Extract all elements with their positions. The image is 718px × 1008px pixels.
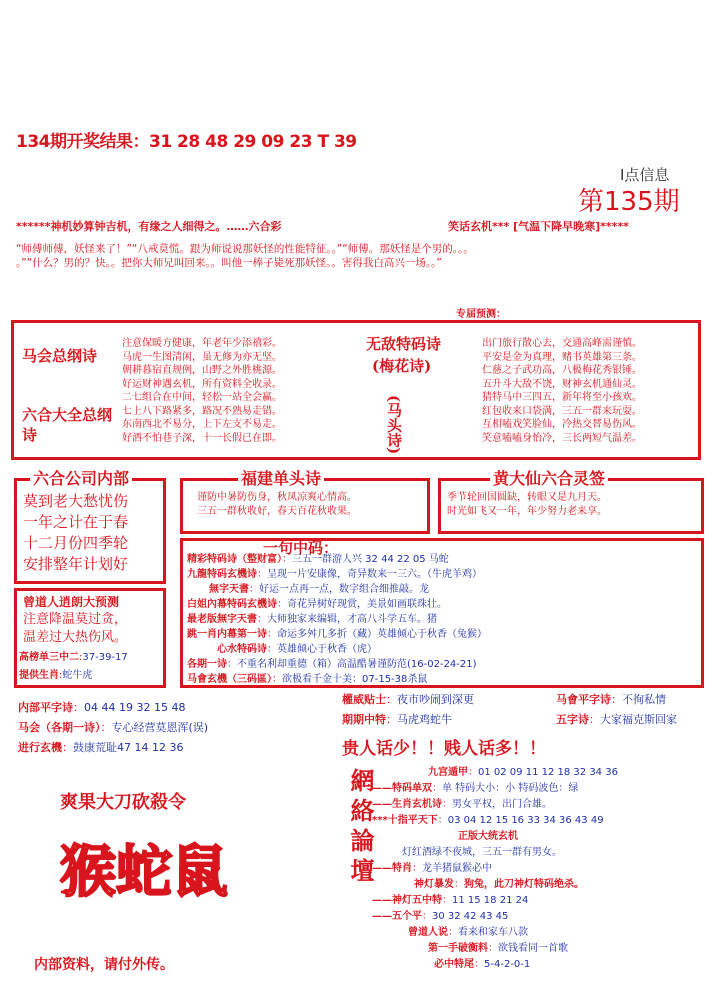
mid-row: 九龍特码玄機诗：呈现一片安康像，奇异数来一三六。（牛虎羊鸡） — [187, 569, 482, 580]
mid-row: 马會玄機（三码區）：欲极看千金十美：07-15-38杀鼠 — [187, 674, 428, 685]
guest-provider-label: 提供生肖 — [19, 670, 59, 681]
blade-title: 爽果大刀砍殺令 — [60, 792, 186, 813]
poem-line: 好酒不怕巷子深，十一长假已在即。 — [122, 432, 282, 444]
forum-row: 灯红酒绿不夜城，三五一群有男女。 — [402, 847, 562, 858]
footer-note: 内部资料，请付外传。 — [34, 957, 174, 973]
poem-line: 五升斗大敌不饶，财神玄机通仙灵。 — [482, 378, 642, 390]
forum-title: 網絡論壇 — [346, 768, 375, 888]
poem-left-lines — [122, 337, 282, 445]
mid-rows — [187, 553, 487, 688]
slogan-right: 笑话玄机*** [气温下降早晚寒]***** — [448, 220, 629, 233]
guest-provider-row: 提供生肖:蛇牛虎 — [19, 670, 93, 681]
poem-right-lines — [482, 337, 642, 445]
result-line: 134期开奖结果：31 28 48 29 09 23 T 39 — [16, 132, 357, 152]
slogan-left: ******神机妙算钟吉机，有缘之人细得之。……六合彩 — [16, 220, 282, 233]
forum-row: ——神灯五中特：11 15 18 21 24 — [372, 895, 529, 906]
forum-row: ***十指平天下：03 04 12 15 16 33 34 36 43 49 — [372, 815, 604, 826]
poem-line: 好运财神遇玄机，所有资料全收录。 — [122, 378, 282, 390]
animals: 猴蛇鼠 — [60, 839, 228, 905]
forum-row: ——特码单双：单 特码大小：小 特码波色：绿 — [372, 783, 579, 794]
forum-row: 必中特尾：5-4-2-0-1 — [434, 959, 531, 970]
tip-row: 马會平字诗：不徇私情 — [556, 693, 666, 706]
huang-line: 时光如飞又一年，年少努力老来享。 — [447, 505, 607, 517]
mid-row: 精彩特码诗（整财富）：三五一群游人兴 32 44 22 05 马蛇 — [187, 554, 449, 565]
poem-line: 仁慈之子武功高，八极梅花秀银锤。 — [482, 365, 642, 376]
poem-line: 笑意嗑嗑身怡冷，三长两短气温差。 — [482, 432, 642, 444]
guest-line: 温差过大热伤风。 — [23, 630, 128, 645]
inner-row: 马会（各期一诗）：专心经营莫恩浑(误) — [18, 721, 209, 734]
forum-row: ——特肖：龙羊猪鼠猴必中 — [372, 863, 492, 874]
issue-number: 第135期 — [578, 187, 680, 217]
tip-row: 五字诗：大家福克斯回家 — [556, 713, 677, 726]
poem-box — [11, 320, 701, 460]
company-line: 一年之计在于春 — [23, 513, 129, 531]
company-box — [14, 478, 166, 584]
poem-line: 出门旅行散心去，交通高峰需谨慎。 — [482, 338, 642, 349]
forum-rows — [372, 766, 618, 974]
poem-left-title2: 六合大全总纲诗 — [22, 406, 113, 444]
mid-row: 心水特码诗：英雄倾心于秋香（虎） — [217, 644, 377, 655]
guest-nums: 37-39-17 — [82, 652, 128, 663]
company-title: 六合公司内部 — [30, 466, 132, 489]
inner-row: 进行玄機：鼓康荒耻47 14 12 36 — [18, 741, 184, 754]
poem-mid-sub: (梅花诗) — [372, 357, 432, 375]
forum-row: 曾道人说：看来和家车八款 — [408, 927, 528, 938]
poem-line: 红包收来口袋满，三五一群来玩耍。 — [482, 405, 642, 417]
forum-row: ——生肖玄机诗：男女平权，出门合雄。 — [372, 799, 552, 810]
mid-row: 最老版無字天書：大师独家来编辑，才高八斗学五车。猪 — [187, 614, 437, 625]
poem-line: 东南西北不易分，上下左支不易走。 — [122, 419, 282, 430]
guest-lines — [23, 611, 127, 647]
inner-row: 内部平字诗：04 44 19 32 15 48 — [18, 701, 186, 714]
poem-line: 猜特马中三四五，新年将至小孩欢。 — [482, 392, 642, 403]
company-line: 安排整年计划好 — [23, 555, 129, 573]
tip-row: 權威贴士：夜市吵闹到深更 — [342, 693, 474, 706]
poem-line: 互相嗑戏笑脸仙，冷热交替易伤风。 — [482, 419, 642, 430]
poem-line: 朝耕暮宿直规例，山野之外胜桃源。 — [122, 365, 282, 376]
info-tag: I点信息 — [620, 166, 670, 184]
huang-line: 季节轮回国圆缺，转眼又是九月天。 — [447, 492, 607, 503]
mid-row: 白姐內幕特码玄機诗：奇花异树好现赏，美景如画联珠壮。 — [187, 599, 447, 610]
forum-row: ——五个平：30 32 42 43 45 — [372, 911, 509, 922]
mid-row: 無字天書：好运一点再一点，数字组合细推敲。龙 — [209, 584, 429, 595]
fujian-title: 福建单头诗 — [238, 466, 324, 489]
poem-left-title1: 马会总纲诗 — [22, 347, 98, 365]
prediction-label: 专届预测： — [456, 309, 506, 320]
fujian-lines — [197, 491, 357, 518]
yiju-title: 一句中码： — [263, 539, 339, 557]
guest-box — [14, 588, 166, 688]
poem-line: 马虎一生图清闲，虽无修为亦无坚。 — [122, 351, 282, 363]
banner: 贵人话少！！贱人话多！！ — [342, 739, 546, 759]
guest-provider: 蛇牛虎 — [62, 670, 93, 681]
middle-box — [180, 538, 704, 688]
forum-row: 神灯暴发：狗兔，此刀神灯特码绝杀。 — [414, 879, 584, 890]
mid-row: 跳一肖内幕第一诗：命运多舛几多折（藏）英雄倾心于秋香（兔猴） — [187, 629, 487, 640]
joke-text — [16, 242, 706, 270]
company-lines — [23, 491, 128, 575]
fujian-line: 谨防中暑防伤身，秋凤凉爽心情高。 — [197, 492, 357, 503]
guest-title: 曾道人逍朗大预测 — [23, 595, 120, 609]
company-line: 莫到老大愁忧伤 — [23, 492, 129, 510]
poem-line: 二七组合在中间，轻松一站全会赢。 — [122, 392, 282, 403]
poem-mid-note: (马头诗) — [385, 395, 403, 455]
mid-row: 各期一诗：不重名利却重德（箱）高温酷暑谨防范(16-02-24-21) — [187, 659, 477, 670]
poem-line: 平安是金为真理，赌书英雄第三条。 — [482, 351, 642, 363]
huang-title: 黄大仙六合灵签 — [490, 466, 608, 489]
poem-line: 注意保暖方健康，年老年少添禧彩。 — [122, 338, 282, 349]
huang-lines — [447, 491, 607, 518]
poem-mid-title: 无敌特码诗 — [366, 335, 442, 353]
company-line: 十二月份四季轮 — [23, 534, 129, 552]
inner-rows — [18, 700, 208, 760]
joke-line: “师傅师傅，妖怪来了！”“八戒莫慌。跟为师说说那妖怪的性能特征。。”“师傅。那妖怪是个男的。。。 — [16, 243, 474, 255]
fujian-line: 三五一群秋收好，春天百花秋收果。 — [197, 505, 357, 517]
guest-line: 注意降温莫过贪， — [23, 612, 128, 627]
guest-nums-row: 高榜单三中二:37-39-17 — [19, 652, 128, 663]
forum-row: 第一手破衡料：欲钱看同一首歌 — [428, 943, 568, 954]
forum-row: 正版大统玄机 — [458, 831, 518, 842]
poem-line: 七上八下路紧多，路况不熟易走错。 — [122, 405, 282, 417]
joke-line: 。”“什么？男的？快。。把你大师兄叫回来。。叫他一棒子毙死那妖怪。。害得我白高兴一场。。” — [16, 257, 442, 269]
guest-nums-label: 高榜单三中二 — [19, 652, 79, 663]
tip-row: 期期中特：马虎鸡蛇牛 — [342, 713, 452, 726]
forum-row: 九宫遁甲：01 02 09 11 12 18 32 34 36 — [428, 767, 618, 778]
